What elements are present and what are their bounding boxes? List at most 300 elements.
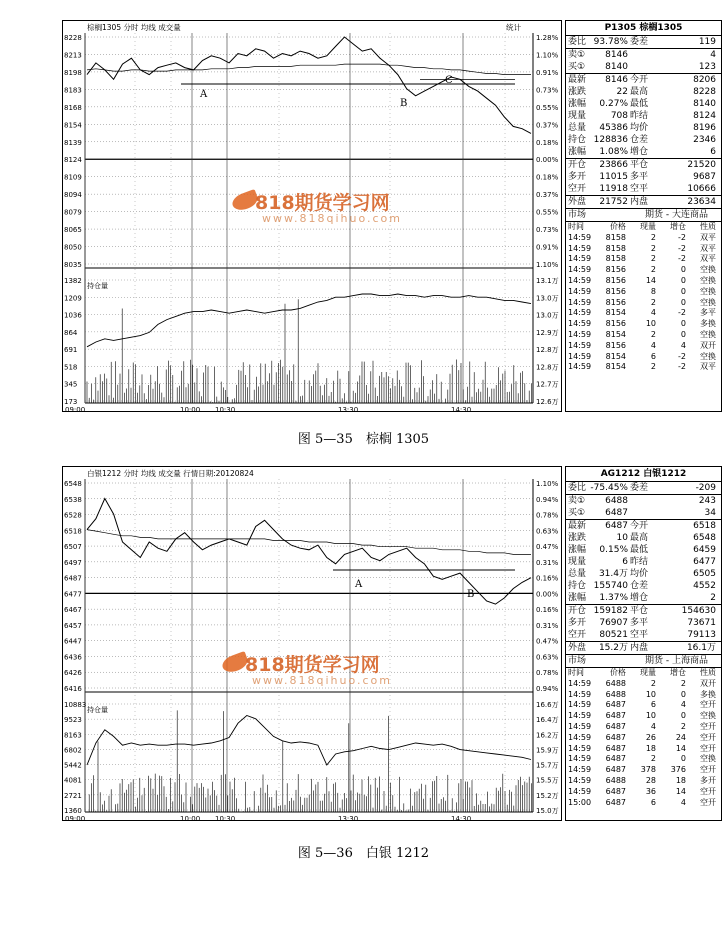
trade-cell: 4: [680, 797, 686, 807]
trade-cell: 6487: [605, 754, 626, 764]
trade-header: 现量: [640, 222, 656, 231]
time-tick-label: 13:30: [338, 815, 359, 822]
percent-tick-label: 1.10%: [536, 51, 559, 60]
open-interest-tick-label: 13.1万: [536, 277, 559, 285]
trade-cell: 6487: [605, 765, 626, 775]
trade-cell: 8156: [605, 265, 626, 275]
open-interest-tick-label: 12.8万: [536, 346, 559, 355]
intraday-chart: [63, 467, 563, 822]
trade-cell: 6487: [605, 797, 626, 807]
marker-label: A: [200, 89, 208, 101]
marker-label: A: [355, 578, 363, 590]
stat-row: [566, 592, 721, 605]
percent-tick-label: 0.73%: [536, 226, 559, 235]
trade-cell: 双平: [700, 362, 716, 372]
price-tick-label: 6518: [64, 527, 82, 536]
label: 市场: [568, 210, 587, 220]
trade-cell: 2: [650, 754, 656, 764]
percent-tick-label: 0.78%: [536, 669, 559, 678]
label: 开仓: [568, 606, 587, 616]
trade-cell: 0: [680, 711, 686, 721]
label: 外盘: [568, 643, 587, 653]
label: 昨结: [630, 557, 649, 567]
percent-tick-label: 1.10%: [536, 261, 559, 269]
price-tick-label: 8213: [64, 51, 82, 60]
label: 最低: [630, 545, 649, 555]
value: 10666: [687, 184, 716, 194]
stat-row: [566, 98, 721, 110]
panel-title: P1305 棕榈1305: [566, 21, 721, 36]
trade-cell: 空开: [700, 786, 716, 796]
price-line: [87, 499, 531, 605]
percent-tick-label: 0.37%: [536, 191, 559, 200]
trade-header: 价格: [610, 222, 626, 231]
value: 80521: [599, 630, 628, 640]
trade-cell: 14:59: [568, 319, 592, 329]
value: 155740: [593, 581, 628, 591]
label: 最新: [568, 75, 587, 85]
weibi-row: [566, 36, 721, 49]
trade-cell: 0: [680, 275, 686, 285]
figure-caption: 图 5—35 棕榈 1305: [297, 432, 430, 447]
trade-row: [566, 330, 721, 341]
trade-cell: 4: [680, 340, 686, 350]
value: 6505: [693, 569, 716, 579]
value: 8146: [605, 75, 628, 85]
price-tick-label: 6426: [64, 669, 82, 678]
average-price-line: [87, 64, 531, 75]
trade-cell: -2: [678, 351, 686, 361]
value: 6: [710, 147, 716, 157]
trade-cell: -2: [678, 243, 686, 253]
value: 243: [698, 496, 716, 506]
label: 今开: [630, 75, 649, 85]
trade-cell: 8154: [605, 329, 626, 339]
trade-cell: 14:59: [568, 765, 592, 775]
trade-cell: 8158: [605, 243, 626, 253]
trade-cell: 0: [680, 265, 686, 275]
price-tick-label: 8050: [64, 243, 82, 252]
weibi-row: [566, 482, 721, 495]
price-tick-label: 8154: [64, 121, 82, 130]
label: 多平: [630, 618, 649, 628]
trade-cell: 10: [645, 711, 656, 721]
percent-tick-label: 0.91%: [536, 68, 559, 77]
trade-cell: 2: [680, 721, 686, 731]
label: 涨跌: [568, 87, 587, 97]
trade-cell: 空开: [700, 732, 716, 742]
trade-cell: 6488: [605, 689, 626, 699]
trade-cell: 2: [650, 362, 656, 372]
price-tick-label: 6477: [64, 590, 82, 599]
trade-cell: 6: [650, 797, 656, 807]
price-tick-label: 8079: [64, 208, 82, 217]
open-interest-tick-label: 13.0万: [536, 294, 559, 303]
trade-cell: 14:59: [568, 297, 592, 307]
label: 卖①: [568, 496, 586, 506]
price-tick-label: 6436: [64, 653, 82, 662]
value: 8124: [693, 111, 716, 121]
volume-tick-label: 518: [64, 363, 78, 372]
trade-cell: 14:59: [568, 721, 592, 731]
trade-cell: 2: [650, 232, 656, 242]
percent-tick-label: 0.63%: [536, 653, 559, 662]
label: 市场: [568, 656, 587, 666]
value: 22: [616, 87, 628, 97]
value: 8228: [693, 87, 716, 97]
trade-cell: 14: [675, 743, 686, 753]
label: 今开: [630, 521, 649, 531]
trade-cell: 2: [650, 243, 656, 253]
stat-row: [566, 532, 721, 544]
time-tick-label: 10:00: [180, 406, 201, 413]
value: 10: [616, 533, 628, 543]
value: 79113: [687, 630, 716, 640]
trade-cell: 14:59: [568, 362, 592, 372]
trade-cell: 4: [650, 340, 656, 350]
market-row: [566, 209, 721, 222]
percent-tick-label: 0.73%: [536, 86, 559, 95]
label: 空开: [568, 630, 587, 640]
market-row: [566, 655, 721, 668]
quote-panel: [565, 466, 722, 821]
trade-cell: 空换: [700, 329, 716, 339]
value: 6477: [693, 557, 716, 567]
label: 最低: [630, 99, 649, 109]
trade-row: [566, 287, 721, 298]
label: 涨幅: [568, 545, 587, 555]
trade-cell: 0: [680, 297, 686, 307]
label: 涨幅: [568, 147, 587, 157]
trade-cell: 多换: [700, 689, 716, 699]
trade-cell: 0: [680, 754, 686, 764]
volume-tick-label: 10883: [64, 701, 87, 709]
trade-cell: 空开: [700, 797, 716, 807]
open-interest-tick-label: 12.7万: [536, 380, 559, 389]
price-tick-label: 8035: [64, 261, 82, 269]
trade-cell: 2: [650, 329, 656, 339]
trade-cell: 14:59: [568, 243, 592, 253]
value: 154630: [681, 606, 716, 616]
open-interest-tick-label: 13.0万: [536, 311, 559, 320]
label: 总量: [568, 569, 587, 579]
open-interest-tick-label: 15.2万: [536, 791, 559, 800]
label: 多平: [630, 172, 649, 182]
trade-cell: 14:59: [568, 700, 592, 710]
volume-tick-label: 6802: [64, 746, 82, 755]
price-tick-label: 8183: [64, 86, 82, 95]
trade-cell: 0: [680, 319, 686, 329]
trade-cell: 14:59: [568, 786, 592, 796]
stat-row: [566, 556, 721, 568]
label: 内盘: [630, 643, 649, 653]
trade-cell: 14:59: [568, 711, 592, 721]
label: 买①: [568, 508, 586, 518]
trade-row: [566, 733, 721, 744]
quote-panel: [565, 20, 722, 412]
value: 11015: [599, 172, 628, 182]
value: 23634: [687, 197, 716, 207]
trade-cell: 26: [645, 732, 656, 742]
open-interest-tick-label: 12.9万: [536, 328, 559, 337]
trade-cell: -2: [678, 362, 686, 372]
volume-tick-label: 8163: [64, 731, 82, 740]
chart-header: 棕榈1305 分时 均线 成交量: [87, 23, 181, 32]
value: 1.37%: [599, 593, 628, 603]
label: 外盘: [568, 197, 587, 207]
trade-row: [566, 352, 721, 363]
trade-cell: 8156: [605, 286, 626, 296]
trade-cell: 14:59: [568, 340, 592, 350]
trade-cell: 双开: [700, 678, 716, 688]
percent-tick-label: 0.18%: [536, 173, 559, 182]
trade-header: 时间: [568, 668, 584, 677]
trade-cell: 14:59: [568, 275, 592, 285]
label: 委比: [568, 483, 587, 493]
label: 涨幅: [568, 593, 587, 603]
trade-header: 增仓: [670, 668, 686, 677]
value: 31.4万: [598, 569, 628, 579]
label: 买①: [568, 62, 586, 72]
trade-row: [566, 744, 721, 755]
trade-row: [566, 265, 721, 276]
stat-row: [566, 146, 721, 159]
trade-row: [566, 776, 721, 787]
open-interest-tick-label: 16.6万: [536, 701, 559, 709]
label: 现量: [568, 557, 587, 567]
open-interest-tick-label: 12.6万: [536, 398, 559, 406]
value: 11918: [599, 184, 628, 194]
trade-cell: 空换: [700, 297, 716, 307]
trade-cell: 双平: [700, 232, 716, 242]
trade-cell: 6487: [605, 732, 626, 742]
label: 卖①: [568, 50, 586, 60]
outer-inner-row: [566, 642, 721, 655]
label: 持仓: [568, 581, 587, 591]
trade-cell: -2: [678, 232, 686, 242]
trade-row: [566, 765, 721, 776]
time-tick-label: 14:30: [451, 815, 472, 822]
value: 4: [710, 50, 716, 60]
label: 空开: [568, 184, 587, 194]
sell-row: [566, 495, 721, 507]
price-tick-label: 8109: [64, 173, 82, 182]
trade-row: [566, 341, 721, 352]
trade-row: [566, 700, 721, 711]
trade-cell: 6487: [605, 700, 626, 710]
percent-tick-label: 0.18%: [536, 138, 559, 147]
time-tick-label: 09:00: [65, 406, 86, 413]
marker-label: C: [445, 75, 453, 87]
trade-row: [566, 754, 721, 765]
value: 123: [698, 62, 716, 72]
trade-cell: 24: [675, 732, 686, 742]
price-tick-label: 6457: [64, 621, 82, 630]
label: 内盘: [630, 197, 649, 207]
value: 6459: [693, 545, 716, 555]
time-tick-label: 10:00: [180, 815, 201, 822]
trade-cell: 14:59: [568, 754, 592, 764]
label: 仓差: [630, 581, 649, 591]
stat-row: [566, 544, 721, 556]
time-tick-label: 10:30: [215, 815, 236, 822]
label: 多开: [568, 618, 587, 628]
trade-header-row: [566, 222, 721, 233]
label: 委差: [630, 37, 649, 47]
trade-header: 性质: [700, 668, 716, 677]
open-interest-tick-label: 16.2万: [536, 731, 559, 740]
trade-cell: 14: [645, 275, 656, 285]
trade-cell: 空换: [700, 275, 716, 285]
time-tick-label: 09:00: [65, 815, 86, 822]
trade-cell: 空开: [700, 700, 716, 710]
trade-cell: 8158: [605, 232, 626, 242]
sell-row: [566, 49, 721, 61]
trade-row: [566, 679, 721, 690]
figure-silver-1212: [62, 466, 722, 821]
label: 均价: [630, 569, 649, 579]
watermark-url: www.818qihuo.com: [252, 674, 392, 687]
trade-cell: 0: [680, 689, 686, 699]
trade-cell: 14:59: [568, 743, 592, 753]
trade-cell: 多平: [700, 308, 716, 318]
trade-row: [566, 787, 721, 798]
stat-row: [566, 605, 721, 617]
price-tick-label: 8065: [64, 226, 82, 235]
trade-header: 现量: [640, 668, 656, 677]
value: 6488: [605, 496, 628, 506]
volume-tick-label: 9523: [64, 716, 82, 725]
value: 6518: [693, 521, 716, 531]
value: 6487: [605, 521, 628, 531]
percent-tick-label: 0.78%: [536, 511, 559, 520]
label: 开仓: [568, 160, 587, 170]
label: 现量: [568, 111, 587, 121]
trade-row: [566, 233, 721, 244]
trade-row: [566, 722, 721, 733]
label: 涨幅: [568, 99, 587, 109]
percent-tick-label: 0.00%: [536, 590, 559, 599]
value: 128836: [593, 135, 628, 145]
stat-row: [566, 568, 721, 580]
stat-row: [566, 183, 721, 196]
volume-tick-label: 345: [64, 380, 78, 389]
value: 4552: [693, 581, 716, 591]
trade-cell: 15:00: [568, 797, 592, 807]
trade-cell: 8154: [605, 362, 626, 372]
trade-cell: 18: [675, 775, 686, 785]
percent-tick-label: 0.47%: [536, 637, 559, 646]
stat-row: [566, 580, 721, 592]
time-tick-label: 14:30: [451, 406, 472, 413]
value: 93.78%: [593, 37, 628, 47]
trade-cell: 6487: [605, 743, 626, 753]
value: 6487: [605, 508, 628, 518]
trade-row: [566, 276, 721, 287]
percent-tick-label: 0.00%: [536, 156, 559, 165]
trade-cell: 8156: [605, 340, 626, 350]
trade-cell: 28: [645, 775, 656, 785]
open-interest-tick-label: 15.5万: [536, 776, 559, 785]
buy-row: [566, 61, 721, 74]
trade-cell: 6487: [605, 786, 626, 796]
value: 9687: [693, 172, 716, 182]
trade-cell: -2: [678, 308, 686, 318]
trade-cell: 14:59: [568, 329, 592, 339]
trade-header: 性质: [700, 222, 716, 231]
label: 委差: [630, 483, 649, 493]
label: 最高: [630, 87, 649, 97]
label: 多开: [568, 172, 587, 182]
trade-cell: 14:59: [568, 265, 592, 275]
value: 15.2万: [598, 643, 628, 653]
price-tick-label: 6487: [64, 574, 82, 583]
time-tick-label: 10:30: [215, 406, 236, 413]
trade-cell: 双平: [700, 243, 716, 253]
volume-label: 持仓量: [87, 282, 108, 290]
trade-row: [566, 798, 721, 809]
trade-cell: 6488: [605, 775, 626, 785]
marker-label: B: [467, 588, 475, 600]
price-tick-label: 8094: [64, 191, 82, 200]
trade-cell: 2: [650, 254, 656, 264]
value: 34: [704, 508, 716, 518]
open-interest-line: [87, 716, 531, 766]
label: 平仓: [630, 606, 649, 616]
trade-cell: 6488: [605, 678, 626, 688]
percent-tick-label: 0.37%: [536, 121, 559, 130]
marker-label: B: [400, 98, 408, 110]
trade-cell: 14:59: [568, 689, 592, 699]
percent-tick-label: 0.63%: [536, 527, 559, 536]
trade-row: [566, 362, 721, 373]
price-tick-label: 8139: [64, 138, 82, 147]
value: 0.15%: [599, 545, 628, 555]
volume-tick-label: 1209: [64, 294, 82, 303]
trade-cell: 2: [650, 678, 656, 688]
trade-cell: 14:59: [568, 351, 592, 361]
trade-cell: 8154: [605, 351, 626, 361]
value: 8146: [605, 50, 628, 60]
trade-cell: 2: [650, 297, 656, 307]
trade-row: [566, 308, 721, 319]
trade-cell: 14:59: [568, 732, 592, 742]
value: 8206: [693, 75, 716, 85]
trade-cell: 双开: [700, 340, 716, 350]
trade-row: [566, 711, 721, 722]
percent-tick-label: 0.55%: [536, 103, 559, 112]
volume-tick-label: 173: [64, 398, 78, 406]
trade-cell: 4: [680, 700, 686, 710]
label: 空平: [630, 630, 649, 640]
trade-cell: 6: [650, 351, 656, 361]
percent-tick-label: 0.31%: [536, 621, 559, 630]
value: 45386: [599, 123, 628, 133]
trade-cell: 双平: [700, 254, 716, 264]
price-tick-label: 8228: [64, 34, 82, 42]
value: 0.27%: [599, 99, 628, 109]
volume-tick-label: 864: [64, 328, 78, 337]
value: -75.45%: [590, 483, 628, 493]
stat-row: [566, 520, 721, 532]
percent-tick-label: 0.55%: [536, 208, 559, 217]
label: 平仓: [630, 160, 649, 170]
stat-row: [566, 74, 721, 86]
percent-tick-label: 0.94%: [536, 495, 559, 504]
trade-cell: 8158: [605, 254, 626, 264]
trade-header: 时间: [568, 222, 584, 231]
trade-cell: 378: [640, 765, 656, 775]
